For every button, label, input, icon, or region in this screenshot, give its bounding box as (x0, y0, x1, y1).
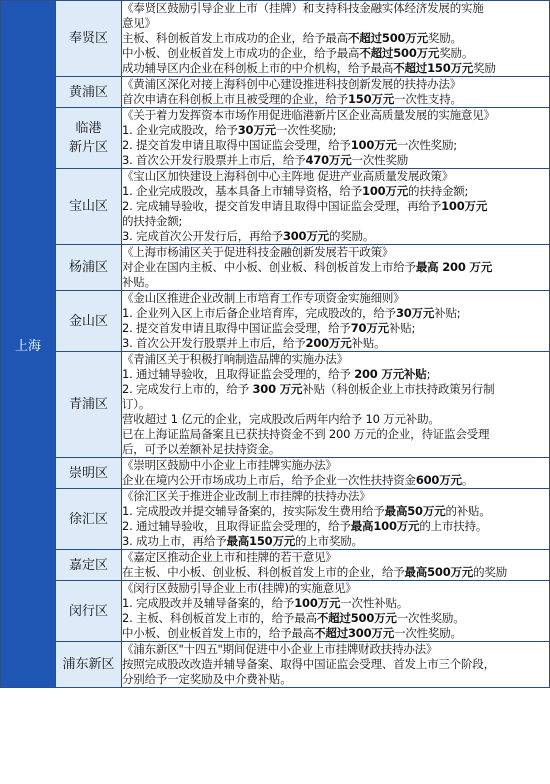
district-cell (56, 1, 122, 77)
policy-title (122, 169, 549, 184)
policy-clause (122, 321, 549, 336)
text-segment: 1. 通过辅导验收，且取得证监会受理的，给予 (122, 367, 355, 381)
policy-content-cell (122, 77, 550, 108)
highlighted-amount: 100万元 (362, 184, 409, 198)
policy-clause (122, 367, 549, 382)
district-name: 宝山区 (68, 199, 108, 214)
text-segment: 3. 首次公开发行股票并上市后，给予 (122, 153, 306, 167)
text-segment: 分别给予一定奖励及中介费补贴。 (122, 672, 292, 686)
policy-clause (122, 138, 549, 153)
text-segment: 奖励。 (427, 31, 462, 45)
policy-clause (122, 260, 549, 275)
highlighted-amount: 30万元 (395, 306, 435, 320)
district-name: 金山区 (68, 313, 108, 329)
text-segment: 的扶持金额; (122, 214, 183, 228)
policy-clause (122, 519, 549, 534)
text-segment: 营收超过 1 亿元的企业，完成股改后两年内给予 10 万元补助。 (122, 412, 440, 426)
text-segment: 2. 提交首发申请且取得中国证监会受理，给予 (122, 321, 351, 335)
text-segment: 2. 主板、科创板首发上市的，给予最高 (122, 611, 317, 625)
district-cell (56, 458, 122, 489)
policy-row (1, 291, 550, 352)
text-segment: 《金山区推进企业改制上市培育工作专项资金实施细则》 (122, 291, 405, 305)
text-segment: 首次申请在科创板上市且被受理的企业，给予 (122, 92, 348, 106)
highlighted-amount: 100万元 (294, 596, 341, 610)
district-cell (56, 77, 122, 108)
policy-clause (122, 92, 549, 107)
text-segment: 2. 通过辅导验收，且取得证监会受理的，给予 (122, 519, 351, 533)
text-segment: 的补贴。 (445, 504, 491, 518)
text-segment: 成功辅导区内企业在科创板上市的中介机构，给予最高 (122, 61, 394, 75)
policy-row (1, 245, 550, 291)
policy-title (122, 489, 549, 504)
highlighted-amount: 不超过500万元 (348, 31, 428, 45)
highlighted-amount: 300 万元 (252, 382, 303, 396)
district-cell (56, 352, 122, 458)
highlighted-amount: 30万元 (237, 123, 276, 137)
text-segment: 奖励。 (439, 46, 474, 60)
text-segment: 3. 成功上市，再给予 (122, 534, 227, 548)
policy-row (1, 169, 550, 245)
district-cell (56, 642, 122, 688)
text-segment: 《宝山区加快建设上海科创中心主阵地 促进产业高质量发展政策》 (122, 169, 454, 183)
district-cell (56, 581, 122, 642)
policy-row (1, 108, 550, 169)
highlighted-amount: 不超过300万元 (314, 626, 395, 640)
policy-content-cell (122, 550, 550, 581)
policy-clause (122, 534, 549, 549)
text-segment: 补贴。 (122, 275, 156, 289)
policy-content-cell (122, 642, 550, 688)
text-segment: 补贴; (388, 321, 416, 335)
highlighted-amount: 不超过500万元 (316, 611, 397, 625)
text-segment: 意见》 (122, 16, 156, 30)
policy-clause (122, 31, 549, 46)
highlighted-amount: 最高500万元 (404, 565, 474, 579)
district-cell (56, 291, 122, 352)
text-segment: 对企业在国内主板、中小板、创业板、科创板首发上市给予 (122, 260, 416, 274)
text-segment: 订）。 (122, 397, 151, 411)
policy-clause (122, 596, 549, 611)
text-segment: 《嘉定区推动企业上市和挂牌的若干意见》 (122, 550, 337, 564)
policy-clause (122, 16, 549, 31)
text-segment: 《上海市杨浦区关于促进科技金融创新发展若干政策》 (122, 245, 394, 259)
text-segment: 1. 企业完成股改，给予 (122, 123, 238, 137)
text-segment: 的扶持金额; (408, 184, 469, 198)
highlighted-amount: 200万元 (305, 336, 352, 350)
policy-clause (122, 382, 549, 397)
text-segment: 一次性奖励; (275, 123, 337, 137)
policy-row (1, 642, 550, 688)
policy-clause (122, 611, 549, 626)
text-segment: 3. 首次公开发行股票并上市后，给予 (122, 336, 306, 350)
policy-clause (122, 336, 549, 351)
policy-clause (122, 184, 549, 199)
text-segment: 一次性补贴。 (340, 596, 409, 610)
text-segment: 一次性支持。 (394, 92, 462, 106)
highlighted-amount: 最高 200 万元 (415, 260, 493, 274)
text-segment: 补贴（科创板企业上市扶持政策另行制 (302, 382, 495, 396)
policy-content-cell (122, 581, 550, 642)
text-segment: 《崇明区鼓励中小企业上市挂牌实施办法》 (122, 458, 337, 472)
text-segment: 一次性奖励; (396, 138, 457, 152)
text-segment: 补贴。 (351, 336, 386, 350)
text-segment: 。 (461, 473, 474, 487)
policy-content-cell (122, 489, 550, 550)
policy-clause (122, 442, 549, 457)
text-segment: 2. 完成发行上市的，给予 (122, 382, 253, 396)
highlighted-amount: 最高100万元 (350, 519, 420, 533)
policy-clause (122, 275, 549, 290)
district-name-line: 新片区 (68, 140, 108, 155)
text-segment: 《浦东新区"十四五"期间促进中小企业上市挂牌财政扶持办法》 (122, 642, 438, 656)
text-segment: 《徐汇区关于推进企业改制上市挂牌的扶持办法》 (122, 489, 371, 503)
highlighted-amount: 100万元 (441, 199, 488, 213)
highlighted-amount: 最高50万元 (384, 504, 446, 518)
policy-content-cell (122, 1, 550, 77)
policy-clause (122, 427, 549, 442)
text-segment: 的奖励 (473, 565, 508, 579)
policy-content-cell (122, 169, 550, 245)
policy-clause (122, 657, 549, 672)
policy-row (1, 352, 550, 458)
text-segment: 奖励 (473, 61, 496, 75)
policy-clause (122, 46, 549, 61)
text-segment: 中小板、创业板首发上市的，给予最高 (122, 626, 315, 640)
highlighted-amount: 600万元 (415, 473, 462, 487)
text-segment: 一次性奖励。 (394, 626, 462, 640)
text-segment: 1. 企业列入区上市后备企业培育库，完成股改的，给予 (122, 306, 396, 320)
policy-title (122, 642, 549, 657)
district-name: 崇明区 (68, 465, 108, 481)
text-segment: 的奖励。 (328, 229, 375, 243)
text-segment: 在主板、中小板、创业板、科创板首发上市的企业，给予 (122, 565, 405, 579)
district-cell (56, 245, 122, 291)
text-segment: 已在上海证监局备案且已获扶持资金不到 200 万元的企业，待证监会受理 (122, 427, 490, 441)
text-segment: 按照完成股改改造并辅导备案、取得中国证监会受理、首发上市三个阶段， (122, 657, 495, 671)
district-name: 嘉定区 (68, 557, 108, 573)
highlighted-amount: 470万元 (305, 153, 352, 167)
policy-clause (122, 229, 549, 244)
highlighted-amount: 100万元 (350, 138, 397, 152)
text-segment: 中小板、创业板首发上市成功的企业，给予最高 (122, 46, 360, 60)
text-segment: 一次性奖励 (351, 153, 409, 167)
text-segment: 1. 企业完成股改，基本具备上市辅导资格，给予 (122, 184, 363, 198)
district-name: 徐汇区 (68, 511, 108, 527)
policy-content-cell (122, 352, 550, 458)
highlighted-amount: 300万元 (282, 229, 329, 243)
policy-clause (122, 214, 549, 229)
highlighted-amount: 200 万元补贴 (354, 367, 427, 381)
text-segment: 后，可予以差额补足扶持资金。 (122, 442, 281, 456)
text-segment: 企业在境内公开市场成功上市后，给予企业一次性扶持资金 (122, 473, 416, 487)
policy-title (122, 245, 549, 260)
policy-title (122, 581, 549, 596)
text-segment: 《关于着力发挥资本市场作用促进临港新片区企业高质量发展的实施意见》 (122, 108, 495, 122)
policy-content-cell (122, 245, 550, 291)
highlighted-amount: 不超过150万元 (393, 61, 474, 75)
text-segment: 一次性奖励。 (396, 611, 465, 625)
highlighted-amount: 70万元 (350, 321, 389, 335)
text-segment: 的上市奖励。 (295, 534, 363, 548)
policy-clause (122, 672, 549, 687)
district-name: 浦东新区 (62, 657, 115, 672)
district-cell (56, 489, 122, 550)
district-cell (56, 169, 122, 245)
policy-clause (122, 123, 549, 138)
district-cell (56, 550, 122, 581)
policy-title (122, 458, 549, 473)
policy-content-cell (122, 291, 550, 352)
policy-row (1, 550, 550, 581)
policy-clause (122, 61, 549, 76)
policy-row (1, 77, 550, 108)
policy-row (1, 458, 550, 489)
policy-title (122, 352, 549, 367)
text-segment: 《闵行区鼓励引导企业上市(挂牌)的实施意见》 (122, 581, 357, 595)
policy-clause (122, 306, 549, 321)
policy-row (1, 1, 550, 77)
district-name-line: 临港 (75, 121, 102, 136)
highlighted-amount: 150万元 (348, 92, 395, 106)
district-name: 杨浦区 (68, 260, 108, 275)
district-name: 奉贤区 (68, 31, 108, 46)
highlighted-amount: 不超过500万元 (359, 46, 440, 60)
policy-content-cell (122, 108, 550, 169)
text-segment: 《奉贤区鼓励引导企业上市（挂牌）和支持科技金融实体经济发展的实施 (122, 1, 484, 15)
policy-clause (122, 199, 549, 214)
text-segment: ; (426, 367, 431, 381)
highlighted-amount: 最高150万元 (226, 534, 296, 548)
policy-row (1, 581, 550, 642)
policy-clause (122, 504, 549, 519)
district-name: 黄浦区 (68, 84, 108, 100)
policy-clause (122, 565, 549, 580)
city-cell: 上海 (1, 1, 56, 688)
text-segment: 2. 提交首发申请且取得中国证监会受理，给予 (122, 138, 351, 152)
district-name: 青浦区 (68, 397, 108, 412)
text-segment: 1. 完成股改并提交辅导备案的，按实际发生费用给予 (122, 504, 385, 518)
policy-clause (122, 626, 549, 641)
policy-title (122, 550, 549, 565)
policy-clause (122, 473, 549, 488)
policy-clause (122, 153, 549, 168)
policy-title (122, 291, 549, 306)
district-cell (56, 108, 122, 169)
text-segment: 《黄浦区深化对接上海科创中心建设推进科技创新发展的扶持办法》 (122, 77, 461, 91)
text-segment: 的上市扶持。 (419, 519, 488, 533)
policy-clause (122, 412, 549, 427)
text-segment: 补贴; (434, 306, 461, 320)
policy-row (1, 489, 550, 550)
policy-title (122, 1, 549, 16)
district-name: 闵行区 (68, 603, 108, 619)
text-segment: 主板、科创板首发上市成功的企业，给予最高 (122, 31, 348, 45)
text-segment: 2. 完成辅导验收，提交首发申请且取得中国证监会受理，再给予 (122, 199, 442, 213)
text-segment: 《青浦区关于积极打响制造品牌的实施办法》 (122, 352, 348, 366)
text-segment: 1. 完成股改并及辅导备案的，给予 (122, 596, 295, 610)
policy-title (122, 108, 549, 123)
text-segment: 3. 完成首次公开发行后，再给予 (122, 229, 283, 243)
policy-content-cell (122, 458, 550, 489)
policy-clause (122, 397, 549, 412)
policy-title (122, 77, 549, 92)
